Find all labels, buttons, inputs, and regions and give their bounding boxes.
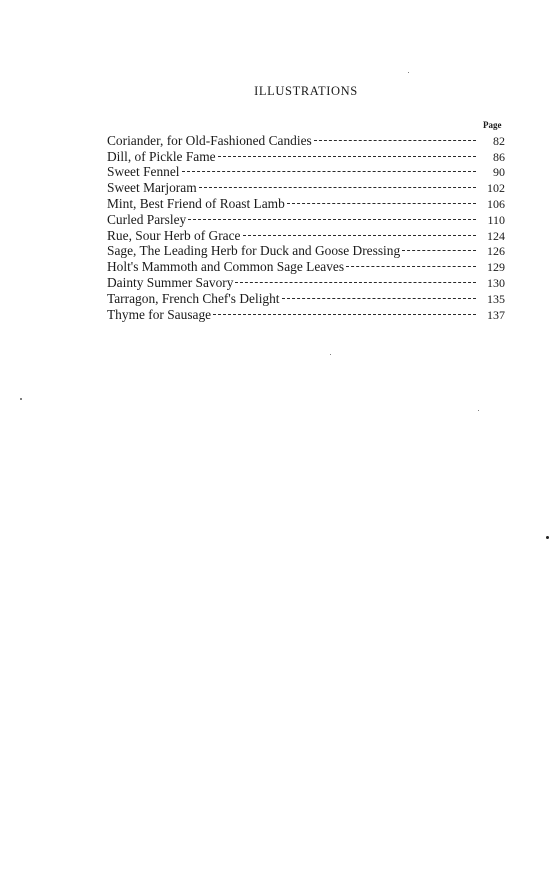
entry-page-number: 130	[487, 275, 505, 290]
entry-title: Coriander, for Old-Fashioned Candies	[107, 132, 312, 148]
entry-page-number: 137	[487, 307, 505, 322]
dot-leader	[243, 224, 477, 240]
dot-leader	[402, 240, 476, 256]
entry-title: Sage, The Leading Herb for Duck and Goose Dressing	[107, 243, 401, 259]
page-heading: ILLUSTRATIONS	[254, 84, 358, 98]
scan-speck	[20, 398, 22, 400]
scan-speck	[478, 410, 479, 411]
entry-title: Holt's Mammoth and Common Sage Leaves	[107, 259, 345, 275]
dot-leader	[235, 271, 476, 287]
entry-title: Sweet Fennel	[107, 164, 180, 180]
entry-page-number: 135	[487, 291, 505, 306]
illustrations-list	[107, 129, 505, 322]
entry-page-number: 86	[493, 149, 505, 164]
entry-page-number: 82	[493, 133, 505, 148]
dot-leader	[188, 208, 476, 224]
dot-leader	[199, 176, 476, 192]
scan-speck	[408, 72, 409, 73]
entry-title: Dill, of Pickle Fame	[107, 148, 216, 164]
entry-page-number: 124	[487, 228, 505, 243]
dot-leader	[213, 303, 476, 319]
dot-leader	[282, 287, 476, 303]
entry-title: Sweet Marjoram	[107, 180, 197, 196]
dot-leader	[287, 192, 476, 208]
entry-page-number: 102	[487, 181, 505, 196]
entry-page-number: 106	[487, 196, 505, 211]
dot-leader	[346, 255, 476, 271]
entry-page-number: 129	[487, 260, 505, 275]
entry-title: Curled Parsley	[107, 211, 187, 227]
dot-leader	[218, 145, 476, 161]
scan-speck	[546, 536, 549, 539]
entry-title: Tarragon, French Chef's Delight	[107, 290, 280, 306]
entry-title: Dainty Summer Savory	[107, 274, 234, 290]
dot-leader	[182, 161, 476, 177]
scan-speck	[330, 354, 331, 355]
dot-leader	[314, 129, 476, 145]
entry-title: Thyme for Sausage	[107, 306, 212, 322]
entry-page-number: 126	[487, 244, 505, 259]
entry-title: Rue, Sour Herb of Grace	[107, 227, 241, 243]
page-column-label: Page	[483, 120, 502, 130]
entry-page-number: 90	[493, 165, 505, 180]
entry-page-number: 110	[487, 212, 505, 227]
list-item	[107, 129, 505, 148]
entry-title: Mint, Best Friend of Roast Lamb	[107, 195, 285, 211]
